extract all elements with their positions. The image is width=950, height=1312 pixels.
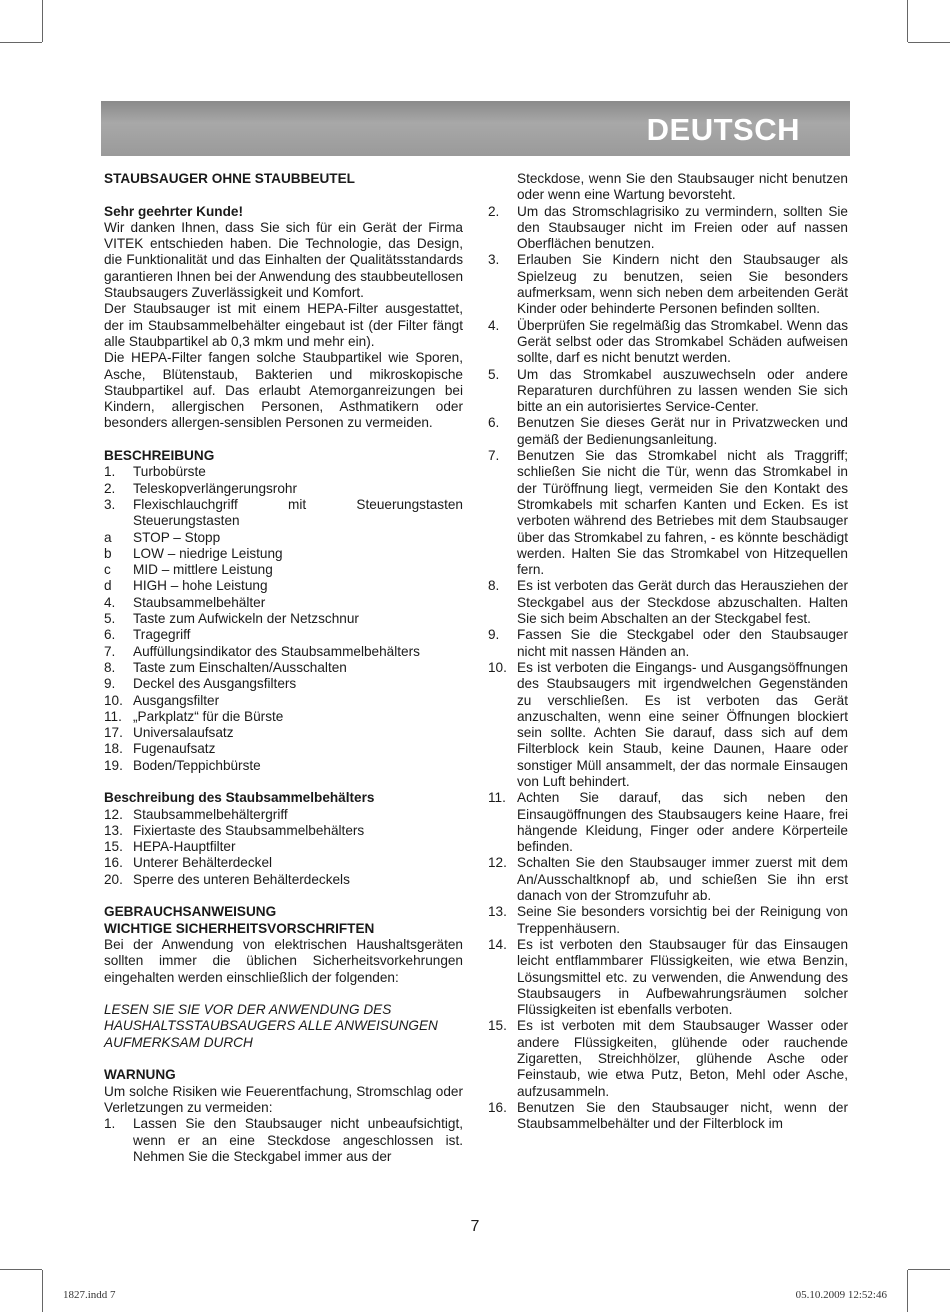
list-item-text: Taste zum Aufwickeln der Netzschnur [133, 611, 359, 627]
list-item-text: Schalten Sie den Staubsauger immer zuerst mit dem An/Ausschaltknopf ab, und schießen Sie ihn erst danach von der Stromzufuhr ab. [517, 855, 848, 904]
crop-mark [907, 1270, 908, 1312]
list-item-number: 5. [104, 611, 116, 627]
list-item [104, 1116, 463, 1165]
list-item [488, 904, 848, 937]
list-item [104, 497, 463, 530]
list-item-number: 10. [104, 692, 123, 708]
list-item [488, 660, 848, 790]
list-item [488, 855, 848, 904]
list-item [104, 839, 463, 855]
list-item-text: Es ist verboten die Eingangs- und Ausgangsöffnungen des Staubsaugers mit irgendwelchen Gegenständen zu verschließen. Es ist verboten das Gerät anzuschalten, wenn eine seiner Öffnungen blockiert sein sollte. Achten Sie darauf, dass sich auf dem Filterblock kein Staub, keine Daunen, Haare oder sonstiger Müll ansammelt, der das normale Einsaugen von Luft behindert. [517, 659, 848, 789]
list-item-number: 14. [488, 936, 507, 952]
read-note: HAUSHALTSSTAUBSAUGERS ALLE ANWEISUNGEN [104, 1018, 438, 1034]
list-item [104, 725, 463, 741]
list-item-number: 12. [488, 855, 507, 871]
crop-mark [908, 42, 950, 43]
list-item-number: 4. [488, 317, 500, 333]
list-item [488, 627, 848, 660]
list-item-text: Benutzen Sie das Stromkabel nicht als Traggriff; schließen Sie nicht die Tür, wenn das Stromkabel in der Türöffnung liegt, vermeiden Sie den Kontakt des Stromkabels mit scharfen Kanten und Ecken. Es ist verboten während des Betriebes mit dem Staubsauger über das Stromkabel zu fahren, - es könnte beschädigt werden. Halten Sie das Stromkabel von Hitzequellen fern. [517, 448, 848, 578]
list-item-text: Es ist verboten den Staubsauger für das Einsaugen leicht entflammbarer Flüssigkeiten, wie etwa Benzin, Lösungsmittel etc. zu verwenden, die Anwendung des Staubsaugers in Aufbewahrungsräumen solcher Flüssigkeiten ist ebenfalls verboten. [517, 936, 848, 1018]
list-item-text: Teleskopverlängerungsrohr [133, 480, 297, 496]
list-item [104, 693, 463, 709]
list-item [104, 758, 463, 774]
list-item-text: Auffüllungsindikator des Staubsammelbehälters [133, 643, 420, 659]
list-item-text: Achten Sie darauf, das sich neben den Einsaugöffnungen des Staubsaugers keine Haare, frei hängende Kleidung, Finger oder andere Körperteile befinden. [517, 790, 848, 855]
list-item [488, 578, 848, 627]
list-item-text: Fixiertaste des Staubsammelbehälters [133, 822, 365, 838]
list-item-number: 20. [104, 871, 123, 887]
right-column [488, 171, 848, 1133]
list-item-text: Staubsammelbehälter [133, 594, 266, 610]
container-heading: Beschreibung des Staubsammelbehälters [104, 790, 375, 806]
footer-file: 1827.indd 7 [63, 1289, 116, 1301]
page-number: 7 [470, 1218, 480, 1235]
crop-mark [0, 42, 42, 43]
list-item-text: HEPA-Hauptfilter [133, 839, 236, 855]
list-item [104, 481, 463, 497]
crop-mark [907, 0, 908, 42]
list-item-number: 16. [488, 1099, 507, 1115]
list-item-text: STOP – Stopp [133, 529, 221, 545]
document-title: STAUBSAUGER OHNE STAUBBEUTEL [104, 171, 355, 186]
list-item [104, 872, 463, 888]
list-item-number: 2. [104, 480, 116, 496]
crop-mark [908, 1269, 950, 1270]
list-item-text: Benutzen Sie dieses Gerät nur in Privatzwecken und gemäß der Bedienungsanleitung. [517, 415, 848, 447]
list-item-text: „Parkplatz“ für die Bürste [133, 708, 284, 724]
list-item [488, 318, 848, 367]
list-item-number: 12. [104, 806, 123, 822]
list-item [488, 1018, 848, 1099]
list-item-number: 7. [488, 448, 500, 464]
list-item-number: 3. [104, 496, 116, 512]
list-item [488, 415, 848, 448]
list-item-text: Turbobürste [133, 464, 206, 480]
list-item-text: Boden/Teppichbürste [133, 757, 261, 773]
safety-text: Bei der Anwendung von elektrischen Haushaltsgeräten sollten immer die üblichen Sicherheitsvorkehrungen eingehalten werden einschließlich der folgenden: [104, 936, 463, 985]
list-item-text: LOW – niedrige Leistung [133, 545, 283, 561]
description-list [104, 464, 463, 774]
list-item-number: b [104, 545, 112, 561]
list-item-number: 2. [488, 203, 500, 219]
list-item-number: 13. [488, 904, 507, 920]
list-item-text: Ausgangsfilter [133, 692, 220, 708]
list-item-number: 11. [104, 708, 122, 724]
list-item-text: Sperre des unteren Behälterdeckels [133, 871, 350, 887]
list-item-number: 15. [104, 839, 123, 855]
safety-list [488, 204, 848, 1133]
list-item [104, 595, 463, 611]
list-item-number: 8. [104, 659, 116, 675]
list-item-text: Tragegriff [133, 627, 191, 643]
left-column [104, 171, 463, 1165]
intro-paragraph: Wir danken Ihnen, dass Sie sich für ein Gerät der Firma VITEK entschieden haben. Die Technologie, das Design, die Funktionalität und das Einhalten der Qualitätsstandards garantieren Ihnen bei der Anwendung des staubbeutellosen Staubsaugers Zuverlässigkeit und Komfort. [104, 219, 463, 301]
list-item [488, 448, 848, 578]
list-item-number: 9. [104, 676, 116, 692]
crop-mark [42, 1270, 43, 1312]
list-item [488, 252, 848, 317]
list-item [104, 562, 463, 578]
list-item-number: 8. [488, 578, 500, 594]
list-item-text: Benutzen Sie den Staubsauger nicht, wenn der Staubsammelbehälter und der Filterblock im [517, 1099, 848, 1132]
usage-heading: GEBRAUCHSANWEISUNG [104, 904, 277, 920]
list-item [488, 937, 848, 1018]
list-item-text: Seine Sie besonders vorsichtig bei der Reinigung von Treppenhäusern. [517, 904, 848, 936]
language-title: DEUTSCH [646, 112, 800, 147]
list-item-number: 1. [104, 1116, 116, 1132]
list-item-text: Steckdose, wenn Sie den Staubsauger nicht benutzen oder wenn eine Wartung bevorsteht. [517, 171, 848, 203]
list-item-text: Staubsammelbehältergriff [133, 806, 288, 822]
warning-heading: WARNUNG [104, 1067, 176, 1083]
list-item-text: Fassen Sie die Steckgabel oder den Staubsauger nicht mit nassen Händen an. [517, 627, 848, 659]
list-item-number: 17. [104, 725, 123, 741]
list-item-text: Fugenaufsatz [133, 741, 216, 757]
list-item [104, 546, 463, 562]
list-item-text: Universalaufsatz [133, 725, 234, 741]
list-item-number: 11. [488, 790, 506, 806]
list-item [104, 530, 463, 546]
list-item-number: d [104, 578, 112, 594]
list-item-number: 7. [104, 643, 116, 659]
list-item-text: Um das Stromschlagrisiko zu vermindern, sollten Sie den Staubsauger nicht im Freien oder auf nassen Oberflächen benutzen. [517, 203, 848, 252]
list-item [488, 367, 848, 416]
list-item [104, 464, 463, 480]
list-item-text: Flexischlauchgriff mit Steuerungstasten Steuerungstasten [133, 496, 463, 529]
list-item-number: 3. [488, 252, 500, 268]
list-item [104, 741, 463, 757]
intro-paragraph: Die HEPA-Filter fangen solche Staubpartikel wie Sporen, Asche, Blütenstaub, Bakterien und mikroskopische Staubpartikel auf. Das erlaubt Atemorganreizungen bei Kindern, allergischen Personen, Asthmatikern oder besonders allergen-sensiblen Personen zu vermeiden. [104, 350, 463, 431]
list-item [104, 627, 463, 643]
greeting: Sehr geehrter Kunde! [104, 203, 243, 219]
read-note: AUFMERKSAM DURCH [104, 1034, 253, 1050]
list-item-text: Erlauben Sie Kindern nicht den Staubsauger als Spielzeug zu benutzen, seien Sie besonders aufmerksam, wenn sich neben dem arbeitenden Gerät Kinder oder behinderte Personen befinden sollten. [517, 252, 848, 317]
list-item [488, 1100, 848, 1133]
list-item-number: 1. [104, 464, 116, 480]
list-item [488, 204, 848, 253]
list-item-text: Überprüfen Sie regelmäßig das Stromkabel. Wenn das Gerät selbst oder das Stromkabel Schäden aufweisen sollte, darf es nicht benutzt werden. [517, 317, 848, 366]
list-item-number: 13. [104, 822, 123, 838]
warning-text: Um solche Risiken wie Feuerentfachung, Stromschlag oder Verletzungen zu vermeiden: [104, 1083, 463, 1115]
list-item [104, 855, 463, 871]
list-item-number: 15. [488, 1018, 507, 1034]
list-item-text: Lassen Sie den Staubsauger nicht unbeaufsichtigt, wenn er an eine Steckdose angeschlossen ist. Nehmen Sie die Steckgabel immer aus der [133, 1116, 463, 1164]
list-item-number: a [104, 529, 112, 545]
list-item-number: 6. [104, 627, 116, 643]
list-item [104, 611, 463, 627]
list-item-number: 4. [104, 594, 116, 610]
description-heading: BESCHREIBUNG [104, 448, 215, 464]
crop-mark [0, 1269, 42, 1270]
list-item [488, 790, 848, 855]
list-item-text: Um das Stromkabel auszuwechseln oder andere Reparaturen durchführen zu lassen wenden Sie sich bitte an ein autorisiertes Service-Center. [517, 366, 848, 415]
list-item-number: 10. [488, 659, 507, 675]
list-item [104, 644, 463, 660]
list-item-number: c [104, 562, 111, 578]
list-item-number: 5. [488, 366, 500, 382]
list-item-text: Taste zum Einschalten/Ausschalten [133, 659, 347, 675]
list-item-number: 9. [488, 627, 500, 643]
list-item-number: 18. [104, 741, 123, 757]
safety-heading: WICHTIGE SICHERHEITSVORSCHRIFTEN [104, 920, 375, 936]
list-item-text: Deckel des Ausgangsfilters [133, 676, 297, 692]
list-item [104, 823, 463, 839]
list-item-text: Es ist verboten das Gerät durch das Herausziehen der Steckgabel aus der Steckdose abzuschalten. Halten Sie sich beim Abschalten an der Steckgabel fest. [517, 578, 848, 627]
list-item [104, 709, 463, 725]
list-item-number: 19. [104, 757, 123, 773]
list-item-text: Unterer Behälterdeckel [133, 855, 273, 871]
list-item-number: 16. [104, 855, 123, 871]
list-item-text: HIGH – hohe Leistung [133, 578, 268, 594]
read-note: LESEN SIE SIE VOR DER ANWENDUNG DES [104, 1002, 392, 1018]
list-item-text: MID – mittlere Leistung [133, 562, 273, 578]
container-list [104, 807, 463, 888]
list-item [104, 807, 463, 823]
list-item [104, 676, 463, 692]
list-item [104, 578, 463, 594]
list-item [488, 171, 848, 204]
list-item [104, 660, 463, 676]
intro-paragraph: Der Staubsauger ist mit einem HEPA-Filter ausgestattet, der im Staubsammelbehälter eingebaut ist (der Filter fängt alle Staubpartikel ab 0,3 mkm und mehr ein). [104, 301, 463, 349]
footer-datetime: 05.10.2009 12:52:46 [795, 1289, 887, 1301]
crop-mark [42, 0, 43, 42]
language-header-bar [101, 101, 850, 156]
list-item-number: 6. [488, 415, 500, 431]
list-item-text: Es ist verboten mit dem Staubsauger Wasser oder andere Flüssigkeiten, glühende oder rauchende Zigaretten, Streichhölzer, glühende Asche oder Feinstaub, wie etwa Putz, Beton, Mehl oder Asche, aufzusammeln. [517, 1018, 848, 1099]
